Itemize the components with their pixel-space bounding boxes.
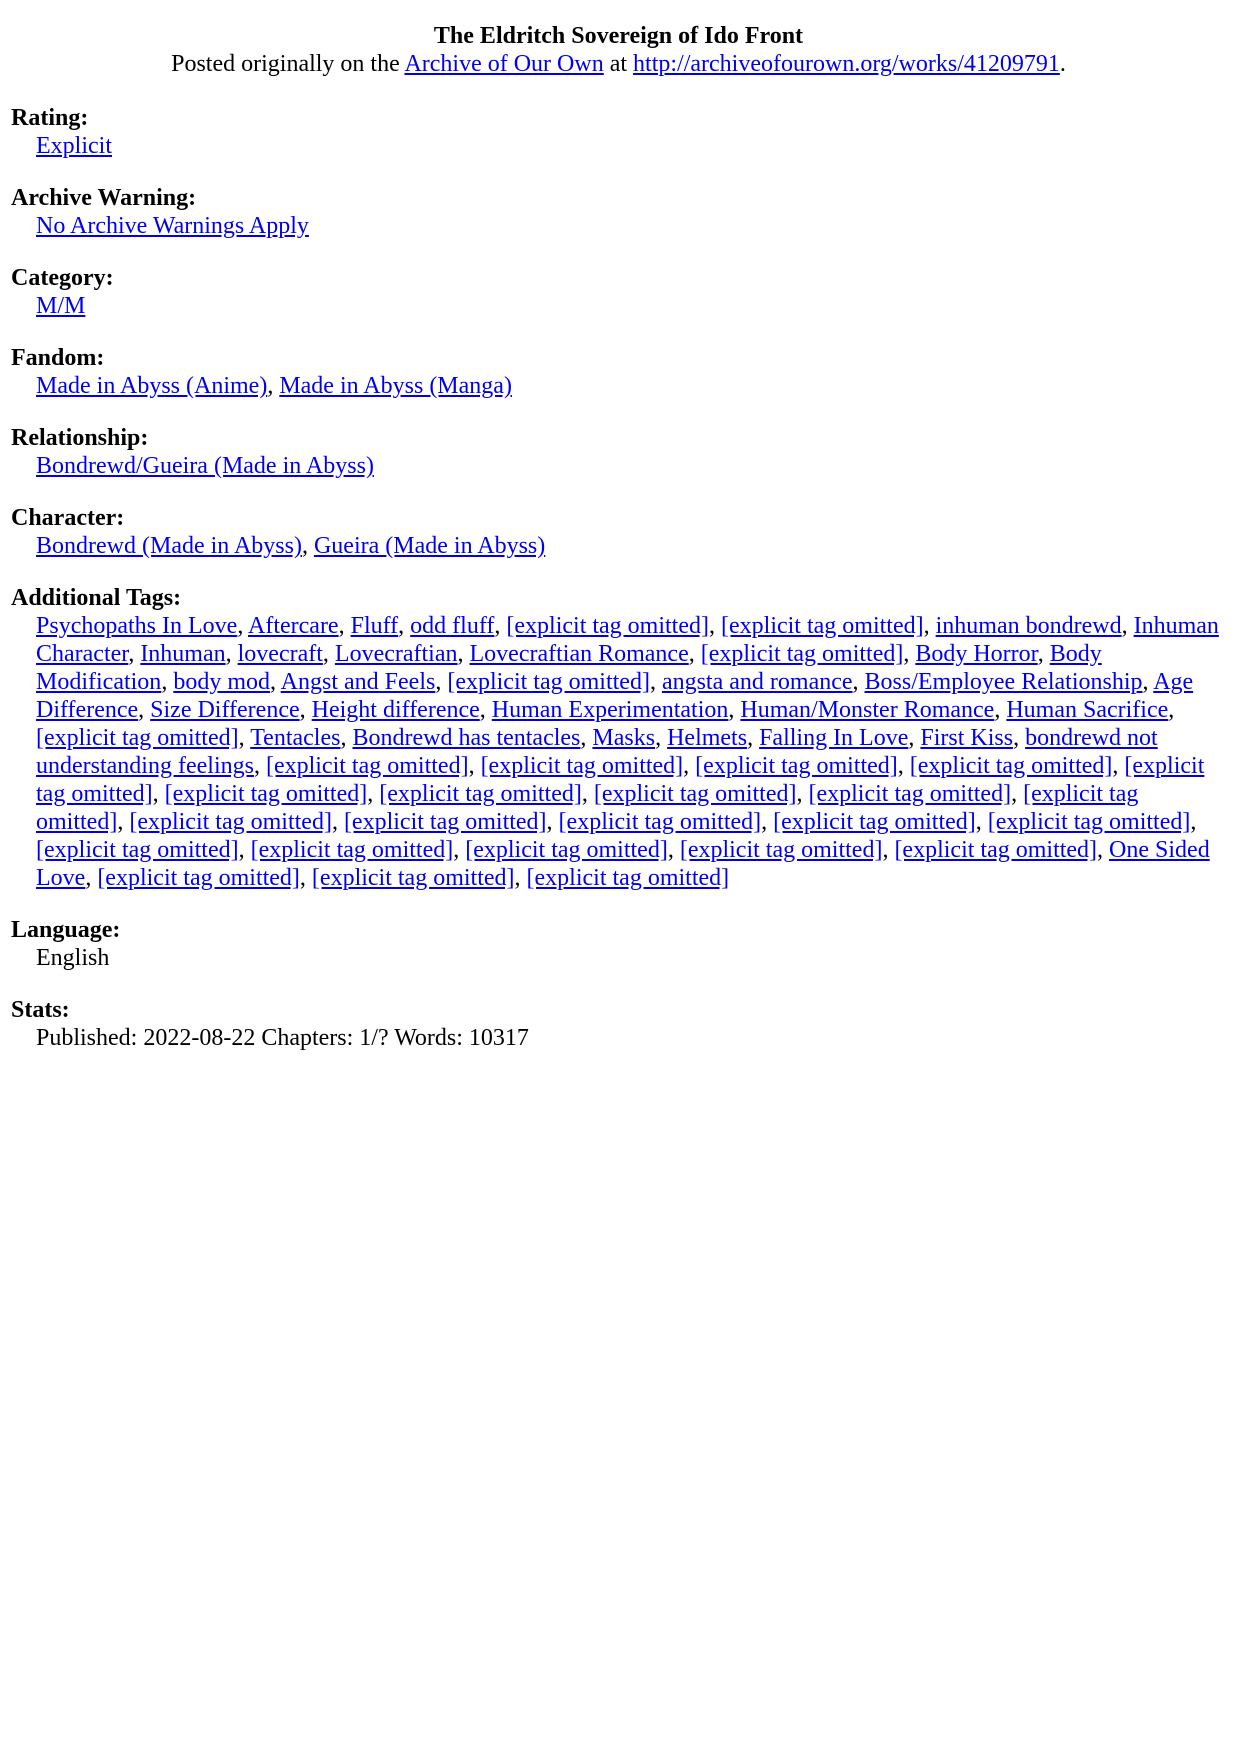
tag-separator: , [152, 781, 165, 807]
stats-label: Stats: [11, 997, 70, 1023]
tag-link[interactable]: [explicit tag omitted] [558, 809, 762, 835]
tag-separator: , [882, 837, 895, 863]
tag-link[interactable]: Body Horror [915, 641, 1038, 667]
tag-link[interactable]: [explicit tag omitted] [164, 781, 368, 807]
tag-link[interactable]: angsta and romance [661, 669, 853, 695]
tag-separator: , [367, 781, 380, 807]
tag-separator: , [301, 533, 314, 559]
tag-link[interactable]: Falling In Love [759, 725, 909, 751]
tag-link[interactable]: Gueira (Made in Abyss) [313, 533, 546, 559]
tag-link[interactable]: Body Modification [36, 641, 1102, 695]
tag-separator: , [655, 725, 668, 751]
tag-link[interactable]: [explicit tag omitted] [129, 809, 332, 835]
tag-link[interactable]: Masks [592, 725, 656, 751]
tag-separator: , [267, 373, 280, 399]
tag-separator: , [238, 725, 251, 751]
tag-link[interactable]: Lovecraftian [334, 641, 458, 667]
tag-separator: , [761, 809, 774, 835]
tag-separator: , [479, 697, 492, 723]
fandom-list [11, 372, 1226, 400]
tag-separator: , [1112, 753, 1125, 779]
tag-separator: , [580, 725, 593, 751]
relationship-label: Relationship: [11, 425, 149, 451]
tag-link[interactable]: [explicit tag omitted] [36, 781, 1139, 835]
warning-link[interactable]: No Archive Warnings Apply [36, 213, 309, 239]
tag-link[interactable]: [explicit tag omitted] [250, 837, 454, 863]
tag-separator: , [253, 753, 266, 779]
tag-separator: , [667, 837, 680, 863]
tag-link[interactable]: Aftercare [248, 613, 339, 639]
tag-link[interactable]: Bondrewd (Made in Abyss) [36, 533, 302, 559]
category-link[interactable]: M/M [36, 293, 86, 319]
tag-link[interactable]: First Kiss [920, 725, 1014, 751]
tag-link[interactable]: [explicit tag omitted] [695, 753, 898, 779]
tag-link[interactable]: [explicit tag omitted] [36, 837, 239, 863]
tag-link[interactable]: Human Sacrifice [1006, 697, 1169, 723]
tag-link[interactable]: [explicit tag omitted] [36, 725, 239, 751]
tag-separator: , [649, 669, 662, 695]
tag-link[interactable]: Psychopaths In Love [36, 613, 238, 639]
tag-link[interactable]: lovecraft [237, 641, 323, 667]
stats-value: Published: 2022-08-22 Chapters: 1/? Words: 10317 [36, 1025, 529, 1051]
tag-separator: , [683, 753, 696, 779]
tag-link[interactable]: [explicit tag omitted] [97, 865, 300, 891]
tag-link[interactable]: body mod [173, 669, 270, 695]
tag-link[interactable]: Human Experimentation [491, 697, 729, 723]
tag-link[interactable]: [explicit tag omitted] [311, 865, 515, 891]
category-value [11, 292, 1226, 320]
tag-link[interactable]: Fluff [350, 613, 399, 639]
tag-separator: , [1097, 837, 1110, 863]
tag-separator: , [1011, 781, 1024, 807]
tag-separator: , [494, 613, 507, 639]
work-metadata [11, 104, 1226, 1052]
tag-separator: , [468, 753, 481, 779]
tag-separator: , [117, 809, 130, 835]
tag-separator: , [994, 697, 1007, 723]
tag-link[interactable]: Helmets [667, 725, 748, 751]
tag-separator: , [975, 809, 988, 835]
work-header [11, 22, 1226, 78]
tag-separator: , [728, 697, 741, 723]
tag-separator: , [581, 781, 594, 807]
warning-label: Archive Warning: [11, 185, 197, 211]
tag-separator: , [897, 753, 910, 779]
tag-link[interactable]: Made in Abyss (Anime) [36, 373, 268, 399]
tag-link[interactable]: Human/Monster Romance [740, 697, 995, 723]
tag-separator: , [398, 613, 411, 639]
tag-link[interactable]: Size Difference [150, 697, 300, 723]
tag-separator: , [852, 669, 865, 695]
tag-separator: , [457, 641, 470, 667]
tag-separator: , [138, 697, 151, 723]
tag-link[interactable]: [explicit tag omitted] [36, 753, 1205, 807]
tag-link[interactable]: Boss/Employee Relationship [864, 669, 1143, 695]
tag-separator: , [299, 865, 312, 891]
tag-link[interactable]: [explicit tag omitted] [506, 613, 709, 639]
tag-link[interactable]: [explicit tag omitted] [987, 809, 1191, 835]
tag-separator: , [1037, 641, 1050, 667]
tag-link[interactable]: [explicit tag omitted] [808, 781, 1012, 807]
tag-separator: , [514, 865, 527, 891]
tag-link[interactable]: bondrewd not understanding feelings [36, 725, 1158, 779]
tag-link[interactable]: [explicit tag omitted] [526, 865, 730, 891]
warning-value [11, 212, 1226, 240]
additional-tags-label: Additional Tags: [11, 585, 182, 611]
tag-separator: , [1013, 725, 1026, 751]
tag-link[interactable]: Height difference [311, 697, 480, 723]
tag-link[interactable]: [explicit tag omitted] [265, 753, 469, 779]
category-label: Category: [11, 265, 114, 291]
archive-link[interactable]: Archive of Our Own [404, 51, 604, 77]
tag-link[interactable]: [explicit tag omitted] [909, 753, 1113, 779]
tag-separator: , [923, 613, 936, 639]
language-label: Language: [11, 917, 121, 943]
posted-prefix: Posted originally on the [171, 51, 405, 77]
tag-link[interactable]: Tentacles [250, 725, 341, 751]
tag-separator: , [546, 809, 559, 835]
rating-label: Rating: [11, 105, 89, 131]
tag-separator: , [161, 669, 174, 695]
tag-link[interactable]: [explicit tag omitted] [894, 837, 1098, 863]
tag-separator: , [908, 725, 921, 751]
tag-separator: , [237, 613, 248, 639]
tag-separator: , [340, 725, 353, 751]
work-title: The Eldritch Sovereign of Ido Front [433, 23, 804, 49]
tag-separator: , [128, 641, 141, 667]
language-value: English [36, 945, 110, 971]
tag-link[interactable]: [explicit tag omitted] [480, 753, 684, 779]
rating-link[interactable]: Explicit [36, 133, 112, 159]
tag-separator: , [331, 809, 344, 835]
posted-suffix: . [1059, 51, 1066, 77]
tag-link[interactable]: [explicit tag omitted] [343, 809, 547, 835]
tag-separator: , [338, 613, 351, 639]
tag-separator: , [1190, 809, 1197, 835]
tag-separator: , [1168, 697, 1175, 723]
rating-value [11, 132, 1226, 160]
tag-separator: , [299, 697, 312, 723]
tag-separator: , [238, 837, 251, 863]
additional-tags-list [11, 612, 1226, 892]
tag-separator: , [225, 641, 238, 667]
tag-link[interactable]: [explicit tag omitted] [593, 781, 797, 807]
tag-separator: , [688, 641, 701, 667]
tag-link[interactable]: Bondrewd has tentacles [352, 725, 581, 751]
tag-separator: , [796, 781, 809, 807]
tag-link[interactable]: [explicit tag omitted] [700, 641, 904, 667]
character-label: Character: [11, 505, 125, 531]
tag-link[interactable]: One Sided Love [36, 837, 1210, 891]
tag-link[interactable]: Age Difference [36, 669, 1194, 723]
fandom-label: Fandom: [11, 345, 105, 371]
tag-link[interactable]: Lovecraftian Romance [469, 641, 689, 667]
tag-link[interactable]: odd fluff [410, 613, 495, 639]
work-url-link[interactable]: http://archiveofourown.org/works/41209791 [633, 51, 1060, 77]
tag-separator: , [1121, 613, 1134, 639]
tag-separator: , [747, 725, 760, 751]
relationship-link[interactable]: Bondrewd/Gueira (Made in Abyss) [36, 453, 374, 479]
tag-link[interactable]: [explicit tag omitted] [773, 809, 976, 835]
posted-line [11, 50, 1226, 78]
tag-link[interactable]: Angst and Feels [280, 669, 436, 695]
tag-link[interactable]: [explicit tag omitted] [379, 781, 582, 807]
tag-link[interactable]: inhuman bondrewd [935, 613, 1122, 639]
tag-link[interactable]: [explicit tag omitted] [721, 613, 924, 639]
tag-separator: , [85, 865, 98, 891]
tag-link[interactable]: Inhuman Character [36, 613, 1219, 667]
relationship-value [11, 452, 1226, 480]
tag-link[interactable]: [explicit tag omitted] [679, 837, 883, 863]
tag-link[interactable]: [explicit tag omitted] [447, 669, 650, 695]
tag-link[interactable]: Inhuman [140, 641, 226, 667]
tag-separator: , [435, 669, 448, 695]
tag-separator: , [709, 613, 721, 639]
tag-separator: , [453, 837, 466, 863]
tag-link[interactable]: [explicit tag omitted] [465, 837, 668, 863]
tag-separator: , [1142, 669, 1154, 695]
tag-separator: , [269, 669, 281, 695]
posted-middle: at [603, 51, 634, 77]
tag-separator: , [903, 641, 916, 667]
tag-link[interactable]: Made in Abyss (Manga) [279, 373, 512, 399]
character-list [11, 532, 1226, 560]
tag-separator: , [322, 641, 335, 667]
